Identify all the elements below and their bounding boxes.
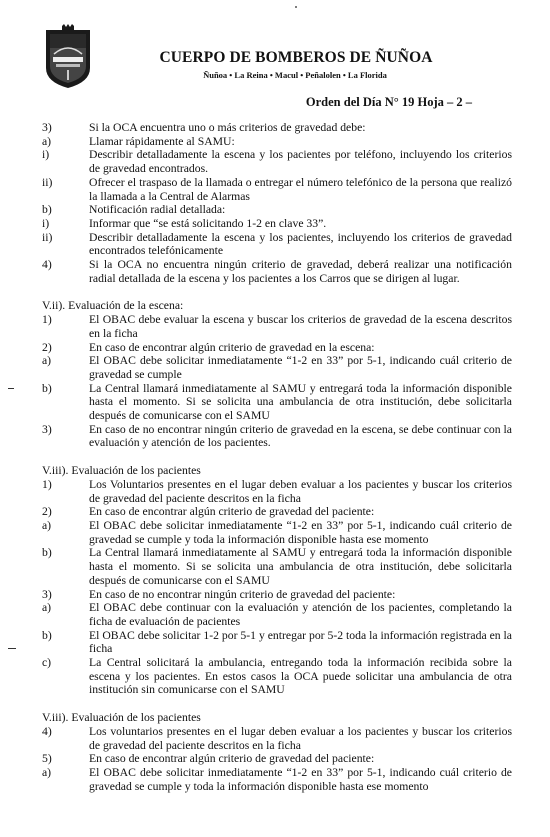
list-item <box>42 121 512 135</box>
list-item-text: El OBAC debe solicitar 1-2 por 5-1 y entregar por 5-2 toda la información registrada en la ficha <box>89 628 512 656</box>
list-item-text: Informar que “se está solicitando 1-2 en clave 33”. <box>89 216 327 230</box>
list-item <box>42 588 512 602</box>
list-item <box>42 148 512 175</box>
list-item <box>42 601 512 628</box>
list-item <box>42 217 512 231</box>
list-item <box>42 176 512 203</box>
list-item-text: Los Voluntarios presentes en el lugar deben evaluar a los pacientes y buscar los criterios de gravedad del paciente descritos en la ficha <box>89 477 512 505</box>
list-item <box>42 341 512 355</box>
margin-mark <box>8 648 16 649</box>
section-heading: V.iii). Evaluación de los pacientes <box>42 464 201 478</box>
list-item <box>42 546 512 587</box>
list-item-text: La Central solicitará la ambulancia, entregando toda la información recibida sobre la escena y los pacientes. En estos casos la OCA puede solicitar una ambulancia de otra institución sin comunicarse con el SAMU <box>89 656 512 697</box>
list-item-text: Llamar rápidamente al SAMU: <box>89 134 235 148</box>
section-gap <box>42 697 512 711</box>
list-item-marker: 4) <box>42 724 52 738</box>
section-gap <box>42 285 512 299</box>
list-item-text: Ofrecer el traspaso de la llamada o entregar el número telefónico de la persona que realizó la llamada a la Central de Alarmas <box>89 175 512 203</box>
list-item-marker: ii) <box>42 230 53 244</box>
list-item <box>42 629 512 656</box>
list-item <box>42 231 512 258</box>
list-item <box>42 354 512 381</box>
list-item-text: En caso de encontrar algún criterio de gravedad en la escena: <box>89 340 375 354</box>
list-item-marker: 1) <box>42 477 52 491</box>
list-item-marker: c) <box>42 656 52 670</box>
order-of-the-day-page: Orden del Día N° 19 Hoja – 2 – <box>305 95 472 109</box>
list-item-marker: a) <box>42 765 52 779</box>
list-item-text: Notificación radial detallada: <box>89 203 226 217</box>
list-item-text: Si la OCA encuentra uno o más criterios de gravedad debe: <box>89 121 366 134</box>
list-item-marker: a) <box>42 518 52 532</box>
list-item-marker: 3) <box>42 121 52 134</box>
list-item <box>42 519 512 546</box>
list-item-text: El OBAC debe solicitar inmediatamente “1-2 en 33” por 5-1, indicando cuál criterio de gravedad se cumple <box>89 354 512 381</box>
list-item-text: Describir detalladamente la escena y los pacientes por teléfono, incluyendo los criterios de gravedad encontrados. <box>89 148 512 176</box>
list-item-text: La Central llamará inmediatamente al SAMU y entregará toda la información disponible hasta el momento. Si se solicita una ambulancia de otra institución, debe solicitarla después de comunicarse con el SAMU <box>89 381 512 423</box>
list-item-marker: 4) <box>42 258 52 272</box>
margin-mark <box>8 388 14 389</box>
organization-communes: Ñuñoa • La Reina • Macul • Peñalolen • La Florida <box>203 70 387 80</box>
list-item-text: Si la OCA no encuentra ningún criterio de gravedad, deberá realizar una notificación radial detallada de la escena y los pacientes a los Carros que se dirigen al lugar. <box>89 258 512 285</box>
list-item-marker: 2) <box>42 340 52 354</box>
list-item-text: En caso de encontrar algún criterio de gravedad del paciente: <box>89 752 375 766</box>
list-item-marker: 3) <box>42 587 52 601</box>
section-gap <box>42 450 512 464</box>
list-item-text: Describir detalladamente la escena y los pacientes, incluyendo los criterios de gravedad encontrados telefónicamente <box>89 230 512 258</box>
list-item <box>42 725 512 752</box>
list-item-marker: b) <box>42 203 52 217</box>
list-item-text: En caso de no encontrar ningún criterio de gravedad en la escena, se debe continuar con la evaluación y atención de los pacientes. <box>89 422 512 450</box>
list-item <box>42 313 512 340</box>
list-item-marker: 3) <box>42 422 52 436</box>
list-item <box>42 423 512 450</box>
list-item-marker: 2) <box>42 505 52 519</box>
list-item-text: El OBAC debe solicitar inmediatamente “1-2 en 33” por 5-1, indicando cuál criterio de gravedad se cumple y toda la información disponible hasta ese momento <box>89 765 512 793</box>
list-item-marker: 5) <box>42 752 52 766</box>
section-heading: V.iii). Evaluación de los pacientes <box>42 711 201 725</box>
list-item-text: En caso de no encontrar ningún criterio de gravedad del paciente: <box>89 587 396 601</box>
list-item <box>42 382 512 423</box>
organization-title: CUERPO DE BOMBEROS DE ÑUÑOA <box>159 49 433 66</box>
section-heading: V.ii). Evaluación de la escena: <box>42 299 184 313</box>
list-item-text: El OBAC debe continuar con la evaluación y atención de los pacientes, completando la ficha de evaluación de pacientes <box>89 601 512 628</box>
list-item <box>42 766 512 793</box>
list-item-marker: a) <box>42 134 52 148</box>
scan-speck <box>295 6 297 8</box>
list-item-marker: b) <box>42 628 52 642</box>
list-item-marker: i) <box>42 148 50 162</box>
list-item-marker: 1) <box>42 313 52 327</box>
list-item-marker: a) <box>42 354 52 368</box>
list-item-marker: i) <box>42 216 50 230</box>
list-item-text: El OBAC debe solicitar inmediatamente “1-2 en 33” por 5-1, indicando cuál criterio de gravedad se cumple y toda la información disponible hasta ese momento <box>89 518 512 546</box>
list-item <box>42 203 512 217</box>
list-item-marker: ii) <box>42 175 53 189</box>
list-item <box>42 505 512 519</box>
list-item <box>42 752 512 766</box>
list-item-text: El OBAC debe evaluar la escena y buscar los criterios de gravedad de la escena descritos en la ficha <box>89 313 512 340</box>
list-item <box>42 656 512 697</box>
list-item-marker: b) <box>42 381 52 395</box>
document-body <box>42 121 512 793</box>
list-item-text: La Central llamará inmediatamente al SAMU y entregará toda la información disponible hasta el momento. Si se solicita una ambulancia de otra institución, debe solicitarla después de comunicarse con el SAMU <box>89 546 512 587</box>
list-item <box>42 478 512 505</box>
list-item <box>42 135 512 149</box>
list-item-marker: b) <box>42 546 52 560</box>
list-item-text: Los voluntarios presentes en el lugar deben evaluar a los pacientes y buscar los criterios de gravedad del paciente descritos en la ficha <box>89 724 512 752</box>
list-item-marker: a) <box>42 601 52 615</box>
list-item <box>42 258 512 285</box>
list-item-text: En caso de encontrar algún criterio de gravedad del paciente: <box>89 505 375 519</box>
